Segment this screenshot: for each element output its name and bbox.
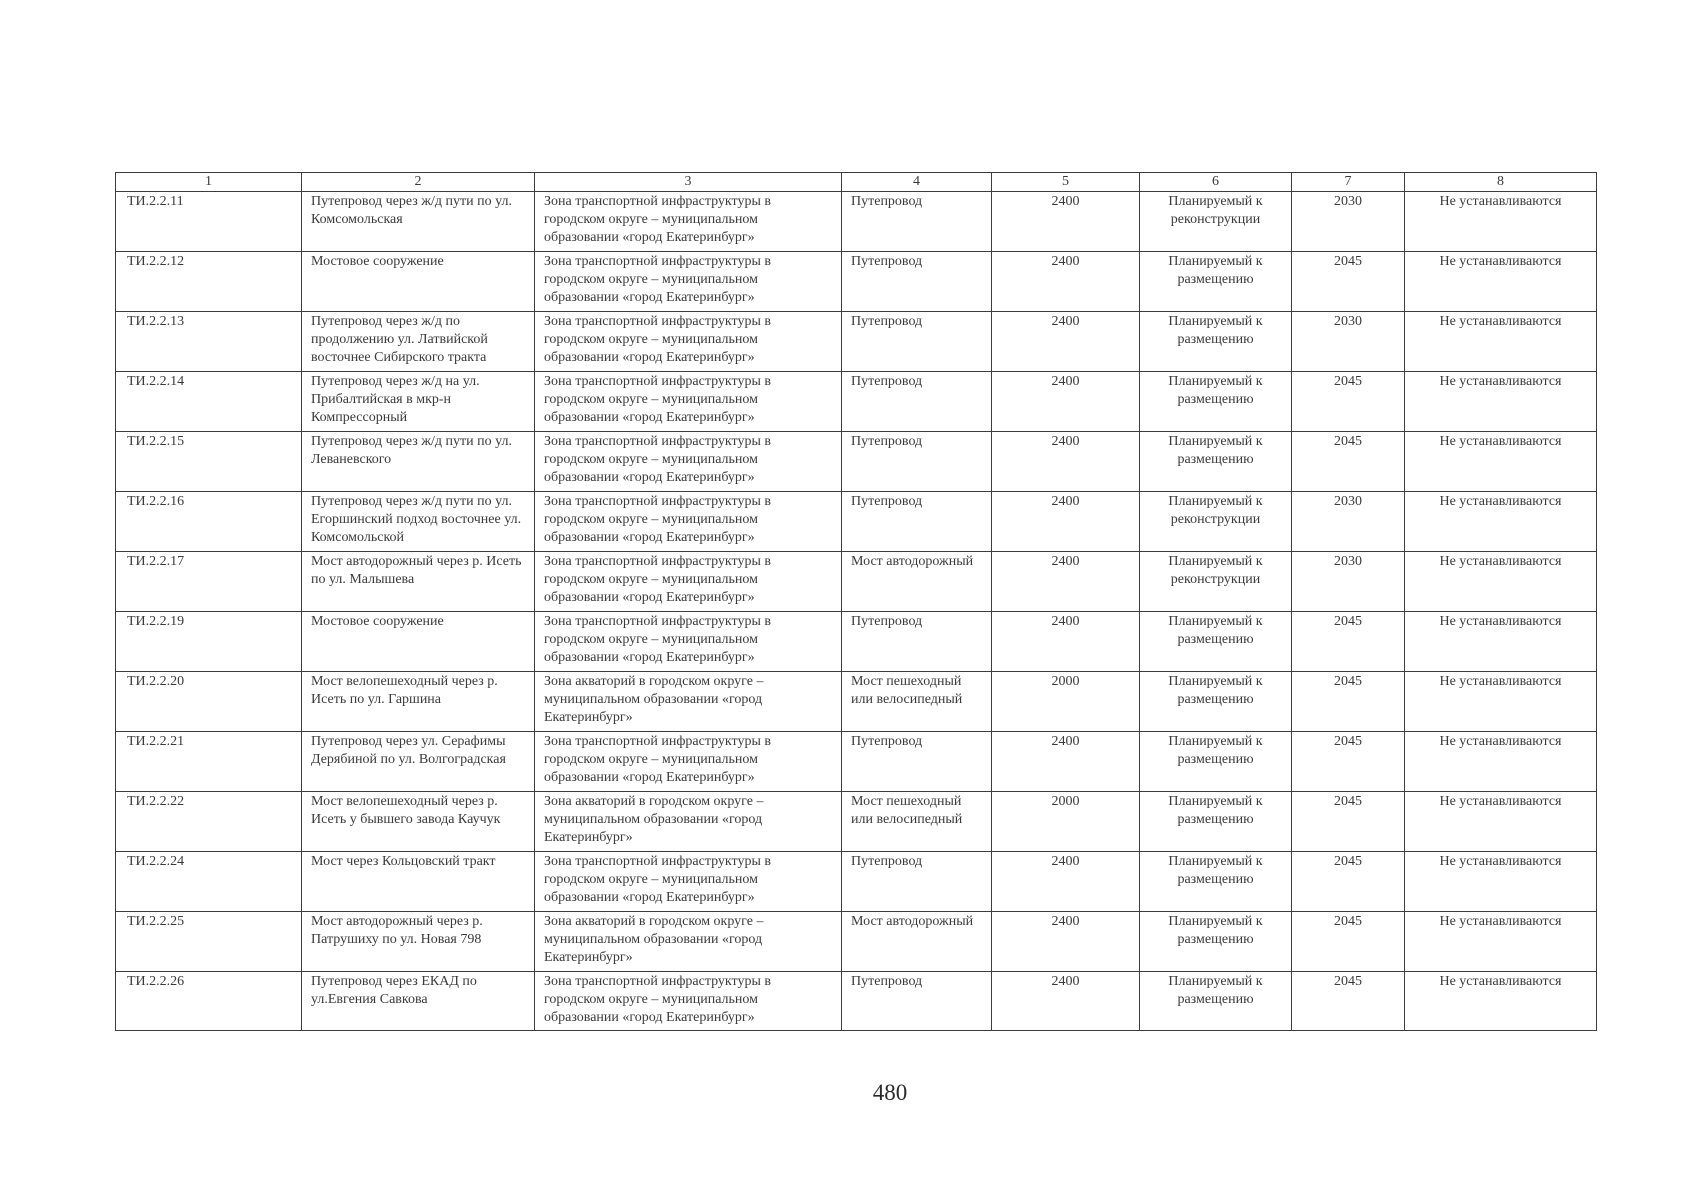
year-cell: 2045 [1292,732,1405,792]
zone-cell: Зона транспортной инфраструктуры в городском округе – муниципальном образовании «город Екатеринбург» [535,492,842,552]
object-code-cell: ТИ.2.2.17 [116,552,302,612]
object-type-cell: Мост пешеходный или велосипедный [842,672,992,732]
object-name-cell: Путепровод через ж/д по продолжению ул. Латвийской восточнее Сибирского тракта [302,312,535,372]
year-cell: 2045 [1292,852,1405,912]
table-row [116,252,1597,312]
object-code-cell: ТИ.2.2.19 [116,612,302,672]
value-cell: 2400 [992,252,1140,312]
status-cell: Планируемый к размещению [1140,252,1292,312]
table-row [116,552,1597,612]
object-type-cell: Мост автодорожный [842,912,992,972]
status-cell: Планируемый к реконструкции [1140,552,1292,612]
restrictions-cell: Не устанавливаются [1405,492,1597,552]
table-row [116,372,1597,432]
status-cell: Планируемый к размещению [1140,792,1292,852]
status-cell: Планируемый к размещению [1140,732,1292,792]
table-row [116,612,1597,672]
object-type-cell: Путепровод [842,612,992,672]
object-code-cell: ТИ.2.2.15 [116,432,302,492]
object-name-cell: Мостовое сооружение [302,612,535,672]
table-row [116,492,1597,552]
object-code-cell: ТИ.2.2.22 [116,792,302,852]
zone-cell: Зона транспортной инфраструктуры в городском округе – муниципальном образовании «город Екатеринбург» [535,852,842,912]
year-cell: 2045 [1292,792,1405,852]
object-code-cell: ТИ.2.2.13 [116,312,302,372]
zone-cell: Зона транспортной инфраструктуры в городском округе – муниципальном образовании «город Екатеринбург» [535,372,842,432]
status-cell: Планируемый к размещению [1140,432,1292,492]
object-name-cell: Путепровод через ж/д пути по ул. Комсомольская [302,192,535,252]
restrictions-cell: Не устанавливаются [1405,612,1597,672]
object-code-cell: ТИ.2.2.26 [116,972,302,1031]
zone-cell: Зона транспортной инфраструктуры в городском округе – муниципальном образовании «город Екатеринбург» [535,432,842,492]
column-header: 7 [1292,173,1405,192]
value-cell: 2400 [992,312,1140,372]
restrictions-cell: Не устанавливаются [1405,912,1597,972]
column-header: 3 [535,173,842,192]
object-name-cell: Путепровод через ул. Серафимы Дерябиной по ул. Волгоградская [302,732,535,792]
object-code-cell: ТИ.2.2.14 [116,372,302,432]
restrictions-cell: Не устанавливаются [1405,852,1597,912]
zone-cell: Зона транспортной инфраструктуры в городском округе – муниципальном образовании «город Екатеринбург» [535,252,842,312]
column-header: 8 [1405,173,1597,192]
object-name-cell: Мостовое сооружение [302,252,535,312]
object-type-cell: Мост автодорожный [842,552,992,612]
table-body [116,192,1597,1031]
zone-cell: Зона акваторий в городском округе – муниципальном образовании «город Екатеринбург» [535,792,842,852]
table-row [116,972,1597,1031]
year-cell: 2030 [1292,312,1405,372]
restrictions-cell: Не устанавливаются [1405,792,1597,852]
table-row [116,672,1597,732]
restrictions-cell: Не устанавливаются [1405,732,1597,792]
value-cell: 2400 [992,732,1140,792]
column-header: 4 [842,173,992,192]
table-row [116,792,1597,852]
object-name-cell: Путепровод через ж/д пути по ул. Леваневского [302,432,535,492]
object-type-cell: Путепровод [842,432,992,492]
object-type-cell: Путепровод [842,492,992,552]
object-name-cell: Мост через Кольцовский тракт [302,852,535,912]
status-cell: Планируемый к размещению [1140,972,1292,1031]
status-cell: Планируемый к размещению [1140,912,1292,972]
column-header: 2 [302,173,535,192]
table-row [116,912,1597,972]
status-cell: Планируемый к размещению [1140,612,1292,672]
table-row [116,432,1597,492]
header-row [116,173,1597,192]
object-type-cell: Мост пешеходный или велосипедный [842,792,992,852]
restrictions-cell: Не устанавливаются [1405,312,1597,372]
object-type-cell: Путепровод [842,852,992,912]
object-code-cell: ТИ.2.2.25 [116,912,302,972]
value-cell: 2400 [992,432,1140,492]
value-cell: 2400 [992,192,1140,252]
zone-cell: Зона транспортной инфраструктуры в городском округе – муниципальном образовании «город Екатеринбург» [535,552,842,612]
table-header [116,173,1597,192]
restrictions-cell: Не устанавливаются [1405,192,1597,252]
objects-table [115,172,1597,1031]
value-cell: 2000 [992,792,1140,852]
object-code-cell: ТИ.2.2.16 [116,492,302,552]
year-cell: 2030 [1292,552,1405,612]
object-name-cell: Мост автодорожный через р. Патрушиху по ул. Новая 798 [302,912,535,972]
value-cell: 2000 [992,672,1140,732]
restrictions-cell: Не устанавливаются [1405,252,1597,312]
year-cell: 2045 [1292,252,1405,312]
column-header: 1 [116,173,302,192]
object-type-cell: Путепровод [842,192,992,252]
status-cell: Планируемый к размещению [1140,672,1292,732]
object-code-cell: ТИ.2.2.24 [116,852,302,912]
status-cell: Планируемый к размещению [1140,372,1292,432]
status-cell: Планируемый к реконструкции [1140,492,1292,552]
restrictions-cell: Не устанавливаются [1405,372,1597,432]
restrictions-cell: Не устанавливаются [1405,672,1597,732]
status-cell: Планируемый к реконструкции [1140,192,1292,252]
table-row [116,192,1597,252]
year-cell: 2045 [1292,972,1405,1031]
object-code-cell: ТИ.2.2.12 [116,252,302,312]
year-cell: 2030 [1292,192,1405,252]
year-cell: 2045 [1292,912,1405,972]
restrictions-cell: Не устанавливаются [1405,972,1597,1031]
status-cell: Планируемый к размещению [1140,312,1292,372]
value-cell: 2400 [992,552,1140,612]
column-header: 5 [992,173,1140,192]
column-header: 6 [1140,173,1292,192]
object-name-cell: Мост велопешеходный через р. Исеть у бывшего завода Каучук [302,792,535,852]
object-type-cell: Путепровод [842,732,992,792]
status-cell: Планируемый к размещению [1140,852,1292,912]
zone-cell: Зона акваторий в городском округе – муниципальном образовании «город Екатеринбург» [535,672,842,732]
page-number: 480 [872,1080,908,1105]
zone-cell: Зона транспортной инфраструктуры в городском округе – муниципальном образовании «город Екатеринбург» [535,612,842,672]
object-code-cell: ТИ.2.2.21 [116,732,302,792]
zone-cell: Зона транспортной инфраструктуры в городском округе – муниципальном образовании «город Екатеринбург» [535,732,842,792]
object-name-cell: Путепровод через ж/д пути по ул. Егоршинский подход восточнее ул. Комсомольской [302,492,535,552]
object-name-cell: Путепровод через ж/д на ул. Прибалтийская в мкр-н Компрессорный [302,372,535,432]
year-cell: 2030 [1292,492,1405,552]
zone-cell: Зона транспортной инфраструктуры в городском округе – муниципальном образовании «город Екатеринбург» [535,312,842,372]
table-row [116,732,1597,792]
object-type-cell: Путепровод [842,312,992,372]
object-name-cell: Путепровод через ЕКАД по ул.Евгения Савкова [302,972,535,1031]
zone-cell: Зона акваторий в городском округе – муниципальном образовании «город Екатеринбург» [535,912,842,972]
table-row [116,852,1597,912]
object-type-cell: Путепровод [842,252,992,312]
value-cell: 2400 [992,372,1140,432]
zone-cell: Зона транспортной инфраструктуры в городском округе – муниципальном образовании «город Екатеринбург» [535,972,842,1031]
value-cell: 2400 [992,972,1140,1031]
year-cell: 2045 [1292,672,1405,732]
restrictions-cell: Не устанавливаются [1405,552,1597,612]
object-name-cell: Мост велопешеходный через р. Исеть по ул. Гаршина [302,672,535,732]
value-cell: 2400 [992,852,1140,912]
value-cell: 2400 [992,492,1140,552]
object-code-cell: ТИ.2.2.11 [116,192,302,252]
object-name-cell: Мост автодорожный через р. Исеть по ул. Малышева [302,552,535,612]
year-cell: 2045 [1292,432,1405,492]
table-row [116,312,1597,372]
object-code-cell: ТИ.2.2.20 [116,672,302,732]
value-cell: 2400 [992,612,1140,672]
year-cell: 2045 [1292,612,1405,672]
value-cell: 2400 [992,912,1140,972]
object-type-cell: Путепровод [842,372,992,432]
object-type-cell: Путепровод [842,972,992,1031]
restrictions-cell: Не устанавливаются [1405,432,1597,492]
zone-cell: Зона транспортной инфраструктуры в городском округе – муниципальном образовании «город Екатеринбург» [535,192,842,252]
year-cell: 2045 [1292,372,1405,432]
